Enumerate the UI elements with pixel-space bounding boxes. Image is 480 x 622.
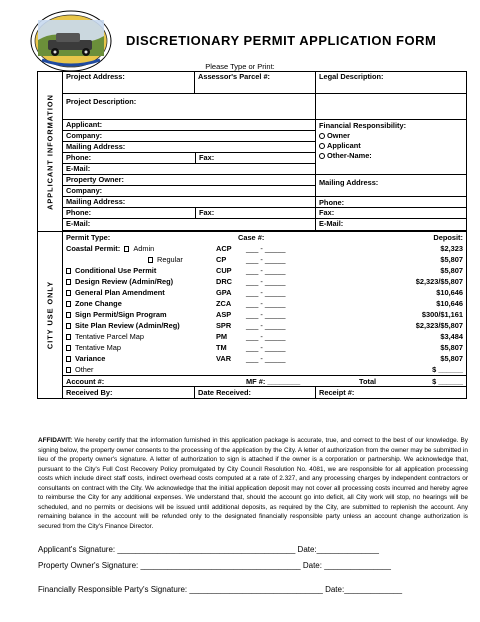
mf-field[interactable]: MF #: ________ bbox=[246, 377, 301, 386]
case-label: Case #: bbox=[238, 233, 265, 242]
deposit-value: $2,323/$5,807 bbox=[415, 321, 463, 330]
applicant-field[interactable]: Applicant: bbox=[66, 120, 103, 129]
total-label: Total bbox=[359, 377, 377, 386]
permit-row: Conditional Use Permit CUP ___ - _____ $5,807 bbox=[63, 265, 466, 276]
permit-type[interactable]: Site Plan Review (Admin/Reg) bbox=[63, 320, 216, 331]
permit-row: General Plan Amendment GPA ___ - _____ $10,646 bbox=[63, 287, 466, 298]
permit-type[interactable]: Other bbox=[63, 364, 216, 375]
deposit-value: $5,807 bbox=[440, 343, 463, 352]
date-received-field[interactable]: Date Received: bbox=[194, 387, 315, 398]
deposit-value: $ ______ bbox=[432, 365, 463, 374]
owner-mailing-field[interactable]: Mailing Address: bbox=[66, 197, 126, 206]
checkbox-icon[interactable] bbox=[66, 345, 71, 351]
permit-type[interactable]: Variance bbox=[63, 353, 216, 364]
permit-header-row bbox=[63, 232, 466, 243]
mailing2-row bbox=[63, 197, 315, 208]
legal-description-continued bbox=[315, 94, 466, 119]
applicant-row bbox=[63, 120, 315, 131]
financial-responsibility-label: Financial Responsibility: bbox=[319, 121, 407, 130]
applicant-block bbox=[63, 120, 466, 231]
phone2-row bbox=[63, 208, 315, 219]
email-field[interactable]: E-Mail: bbox=[66, 164, 91, 173]
project-address-field[interactable]: Project Address: bbox=[66, 72, 125, 81]
permit-type[interactable]: Coastal Permit: Admin bbox=[66, 244, 155, 253]
city-side-label: CITY USE ONLY bbox=[45, 280, 55, 350]
property-owner-row bbox=[63, 175, 315, 186]
checkbox-icon[interactable] bbox=[66, 312, 71, 318]
permit-type[interactable]: Tentative Parcel Map bbox=[63, 331, 216, 342]
phone-row bbox=[63, 153, 315, 164]
owner-company-field[interactable]: Company: bbox=[66, 186, 103, 195]
project-description-field[interactable]: Project Description: bbox=[66, 97, 137, 106]
permit-type-label: Permit Type: bbox=[66, 233, 111, 242]
checkbox-icon[interactable] bbox=[124, 246, 129, 252]
assessor-parcel-field[interactable]: Assessor's Parcel #: bbox=[194, 72, 315, 93]
deposit-value: $3,484 bbox=[440, 332, 463, 341]
deposit-value: $10,646 bbox=[436, 299, 463, 308]
affidavit-paragraph bbox=[38, 436, 468, 531]
owner-signature-line[interactable]: Property Owner's Signature: ____________________________________ Date: _______________ bbox=[38, 561, 391, 570]
form-box bbox=[37, 71, 467, 399]
applicant-signature-line[interactable]: Applicant's Signature: ________________________________________ Date:______________ bbox=[38, 545, 379, 554]
phone-field[interactable]: Phone: bbox=[66, 153, 92, 162]
account-row bbox=[63, 376, 466, 387]
fax-field[interactable]: Fax: bbox=[195, 153, 315, 163]
email-row bbox=[63, 164, 315, 175]
permit-row: Zone Change ZCA ___ - _____ $10,646 bbox=[63, 298, 466, 309]
deposit-value: $2,323 bbox=[440, 244, 463, 253]
deposit-value: $5,807 bbox=[440, 354, 463, 363]
project-address-row bbox=[63, 72, 466, 94]
permit-type[interactable]: General Plan Amendment bbox=[63, 287, 216, 298]
permit-list bbox=[63, 232, 466, 376]
checkbox-icon[interactable] bbox=[66, 323, 71, 329]
permit-row: Site Plan Review (Admin/Reg) SPR ___ - _____ $2,323/$5,807 bbox=[63, 320, 466, 331]
permit-type[interactable]: Sign Permit/Sign Program bbox=[63, 309, 216, 320]
total-value[interactable]: $ ______ bbox=[432, 377, 463, 386]
city-use-section bbox=[38, 232, 466, 398]
affidavit-label: AFFIDAVIT: bbox=[38, 437, 73, 444]
checkbox-icon[interactable] bbox=[148, 257, 153, 263]
deposit-label: Deposit: bbox=[433, 233, 463, 242]
permit-row: Design Review (Admin/Reg) DRC ___ - _____ $2,323/$5,807 bbox=[63, 276, 466, 287]
radio-icon[interactable] bbox=[319, 153, 325, 159]
city-side-bar bbox=[38, 232, 63, 398]
fin-option-other[interactable]: Other-Name: bbox=[316, 151, 466, 161]
permit-type[interactable]: Tentative Map bbox=[63, 342, 216, 353]
permit-row: Sign Permit/Sign Program ASP ___ - _____ $300/$1,161 bbox=[63, 309, 466, 320]
applicant-section bbox=[38, 72, 466, 232]
legal-description-field[interactable]: Legal Description: bbox=[315, 72, 466, 93]
received-row bbox=[63, 387, 466, 398]
fin-option-owner[interactable]: Owner bbox=[316, 131, 466, 141]
fin-phone-field[interactable]: Phone: bbox=[319, 197, 345, 207]
property-owner-field[interactable]: Property Owner: bbox=[66, 175, 124, 184]
checkbox-icon[interactable] bbox=[66, 268, 71, 274]
company2-row bbox=[63, 186, 315, 197]
affidavit-text: We hereby certify that the information furnished in this application package is accurate, true, and correct to the best of our knowledge. By signing below, the property owner consents to the processing of the application by the City. A letter of authorization from the owner may be submitted in lieu of the property owner's signature. A letter of authorization to sign is attached if the owner is a corporation or partnership. We acknowledge that, pursuant to the City's Full Cost Recovery Policy promulgated by City Council Resolution No. 4081, we are responsible for all application processing costs which include direct staff costs, indirect overhead costs computed at a rate of 2.327, and any processing charges by independent contractors or consultants on contract with the City. We acknowledge that the initial application deposit may not cover all processing costs incurred and hereby agree to reimburse the City for any additional expenses. We understand that, should the account go into deficit, all City work will stop, no hearings will be scheduled, and no permits or decisions will be issued until additional deposits, as required by the City, are submitted to replenish the account. Any remaining balance in the account will be refunded only to the designated financially responsible party unless an account change authorization is secured from the City's Finance Director. bbox=[38, 437, 468, 530]
checkbox-icon[interactable] bbox=[66, 367, 71, 373]
company-row bbox=[63, 131, 315, 142]
account-field[interactable]: Account #: bbox=[66, 377, 105, 386]
deposit-value: $5,807 bbox=[440, 255, 463, 264]
financial-block bbox=[315, 120, 466, 230]
mailing-address-field[interactable]: Mailing Address: bbox=[66, 142, 126, 151]
checkbox-icon[interactable] bbox=[66, 301, 71, 307]
checkbox-icon[interactable] bbox=[66, 279, 71, 285]
fin-email-field[interactable]: E-Mail: bbox=[319, 219, 344, 228]
owner-phone-field[interactable]: Phone: bbox=[66, 208, 92, 217]
deposit-value: $300/$1,161 bbox=[421, 310, 463, 319]
permit-row: Regular CP ___ - _____ $5,807 bbox=[63, 254, 466, 265]
mailing-row bbox=[63, 142, 315, 153]
permit-type[interactable]: Regular bbox=[63, 254, 216, 265]
permit-type[interactable]: Zone Change bbox=[63, 298, 216, 309]
permit-row: Variance VAR ___ - _____ $5,807 bbox=[63, 353, 466, 364]
receipt-field[interactable]: Receipt #: bbox=[315, 387, 466, 398]
deposit-value: $2,323/$5,807 bbox=[415, 277, 463, 286]
form-title: DISCRETIONARY PERMIT APPLICATION FORM bbox=[126, 33, 437, 48]
financial-signature-line[interactable]: Financially Responsible Party's Signature: ______________________________ Date:_____________ bbox=[38, 585, 403, 594]
company-field[interactable]: Company: bbox=[66, 131, 103, 140]
checkbox-icon[interactable] bbox=[66, 356, 71, 362]
deposit-value: $10,646 bbox=[436, 288, 463, 297]
owner-fax-field[interactable]: Fax: bbox=[195, 208, 315, 218]
radio-icon[interactable] bbox=[319, 133, 325, 139]
project-description-row bbox=[63, 94, 466, 120]
email2-row bbox=[63, 219, 315, 230]
radio-icon[interactable] bbox=[319, 143, 325, 149]
form-subtitle: Please Type or Print: bbox=[205, 62, 275, 71]
permit-row bbox=[63, 364, 466, 375]
received-by-field[interactable]: Received By: bbox=[66, 388, 113, 397]
owner-email-field[interactable]: E-Mail: bbox=[66, 219, 91, 228]
permit-type[interactable]: Conditional Use Permit bbox=[63, 265, 216, 276]
checkbox-icon[interactable] bbox=[66, 334, 71, 340]
deposit-value: $5,807 bbox=[440, 266, 463, 275]
checkbox-icon[interactable] bbox=[66, 290, 71, 296]
applicant-side-bar bbox=[38, 72, 63, 231]
fin-option-applicant[interactable]: Applicant bbox=[316, 141, 466, 151]
fin-fax-field[interactable]: Fax: bbox=[319, 208, 335, 217]
fin-mailing-field[interactable]: Mailing Address: bbox=[319, 178, 379, 187]
permit-type[interactable]: Design Review (Admin/Reg) bbox=[63, 276, 216, 287]
applicant-side-label: APPLICANT INFORMATION bbox=[45, 93, 55, 210]
permit-row: Tentative Parcel Map PM ___ - _____ $3,484 bbox=[63, 331, 466, 342]
permit-row: Tentative Map TM ___ - _____ $5,807 bbox=[63, 342, 466, 353]
permit-row: Coastal Permit: Admin ACP ___ - _____ $2,323 bbox=[63, 243, 466, 254]
